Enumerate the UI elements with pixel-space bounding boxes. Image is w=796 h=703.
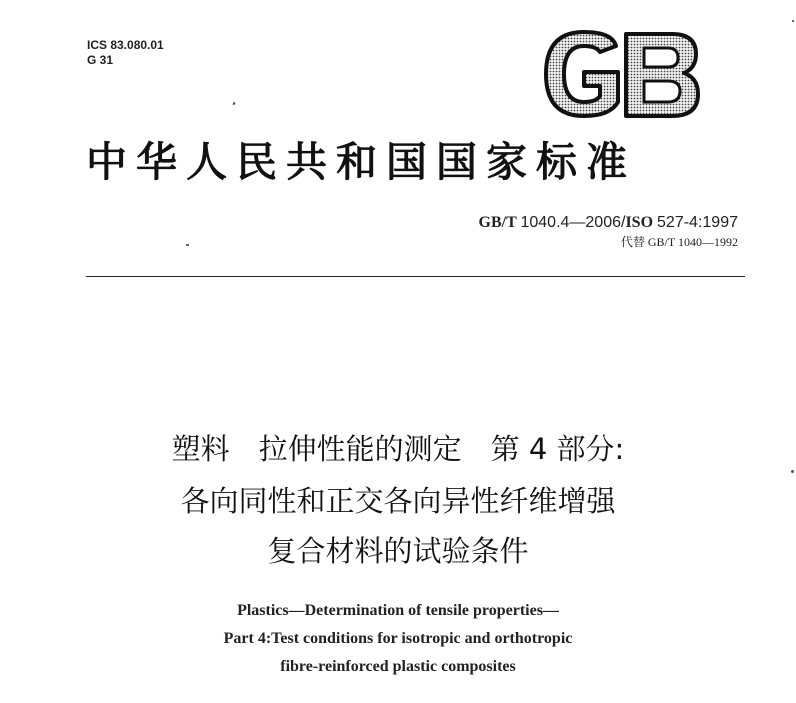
header-divider bbox=[86, 276, 745, 277]
chinese-title-line-2: 各向同性和正交各向异性纤维增强 bbox=[180, 484, 616, 518]
designation-prefix: GB/T bbox=[478, 214, 517, 231]
scan-speck bbox=[792, 20, 794, 22]
chinese-title-line-1: 塑料 拉伸性能的测定 第 4 部分: bbox=[171, 432, 625, 466]
scan-speck bbox=[186, 244, 189, 246]
english-title-line-3: fibre-reinforced plastic composites bbox=[280, 658, 516, 675]
scan-speck bbox=[791, 470, 794, 473]
designation-number: 1040.4—2006/ bbox=[520, 214, 626, 231]
ccs-code: G 31 bbox=[87, 53, 114, 67]
national-standard-title: 中华人民共和国国家标准 bbox=[86, 138, 636, 186]
replaces-note: 代替 GB/T 1040—1992 bbox=[620, 235, 738, 249]
iso-number: 527-4:1997 bbox=[657, 214, 738, 231]
iso-prefix: ISO bbox=[625, 214, 654, 231]
chinese-title-line-3: 复合材料的试验条件 bbox=[267, 534, 529, 568]
scan-speck bbox=[232, 102, 235, 106]
gb-logo-icon bbox=[540, 28, 702, 120]
classification-codes bbox=[87, 38, 164, 68]
english-title-line-2: Part 4:Test conditions for isotropic and orthotropic bbox=[223, 630, 573, 647]
standard-designation bbox=[479, 214, 738, 232]
english-title-line-1: Plastics—Determination of tensile properties— bbox=[237, 602, 559, 619]
ics-code: ICS 83.080.01 bbox=[87, 38, 164, 52]
